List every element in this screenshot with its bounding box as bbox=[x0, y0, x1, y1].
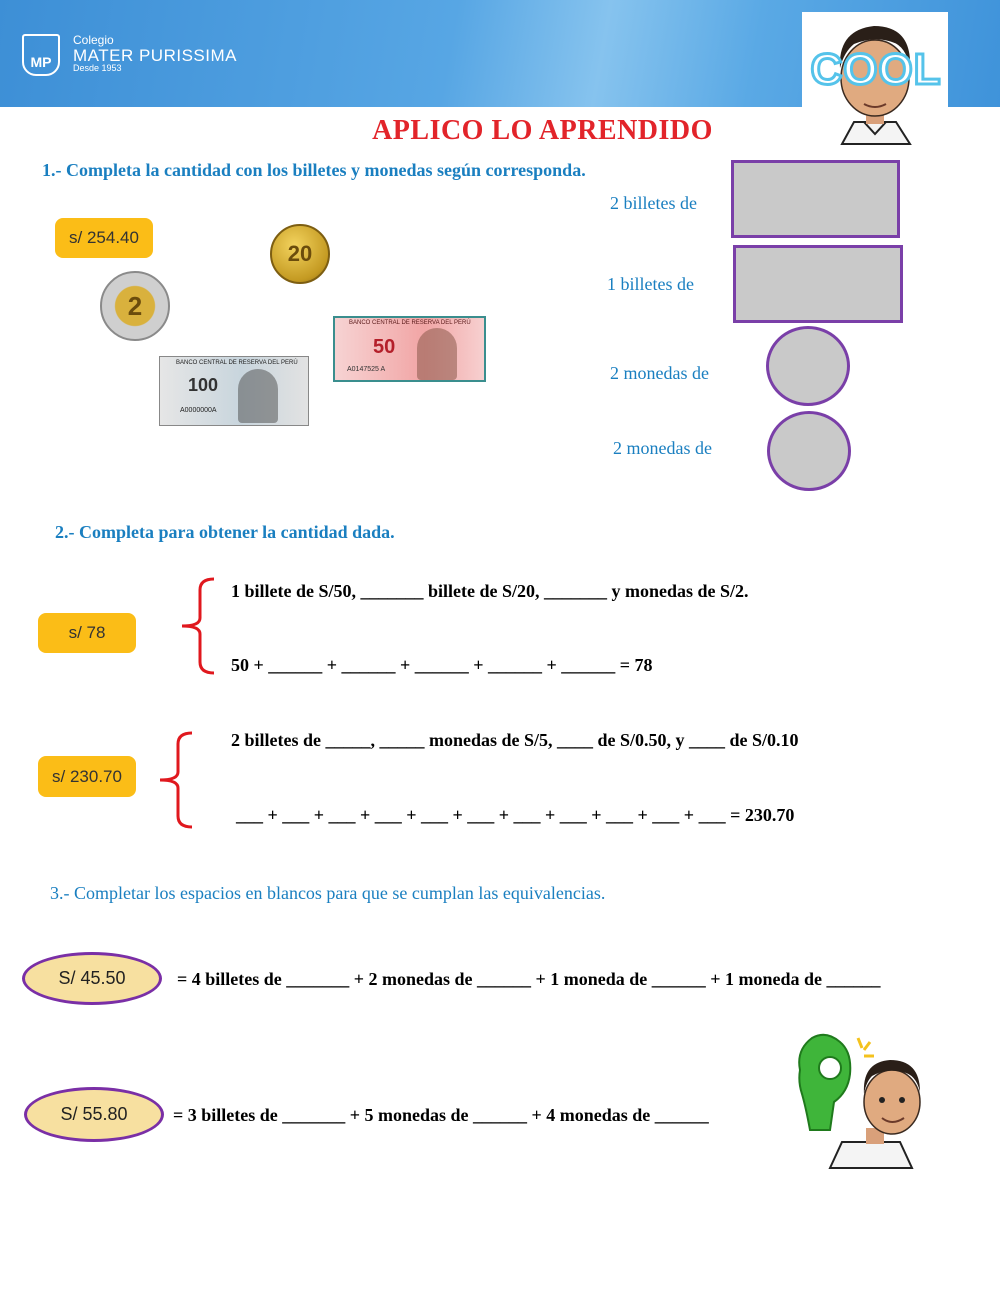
cool-badge: COOL bbox=[810, 45, 942, 94]
coin-20-centimos-icon bbox=[270, 224, 330, 284]
section1-amount-badge: s/ 254.40 bbox=[55, 218, 153, 258]
section2-heading: 2.- Completa para obtener la cantidad dada. bbox=[55, 522, 395, 542]
school-name-line2: MATER PURISSIMA bbox=[73, 45, 237, 65]
bill-50-serial: A0147525 A bbox=[347, 366, 386, 373]
section2-amount2-badge: s/ 230.70 bbox=[38, 756, 136, 797]
section3-line1: = 4 billetes de _______ + 2 monedas de ______ + 1 moneda de ______ + 1 moneda de ______ bbox=[177, 969, 881, 989]
bill-50-portrait bbox=[417, 328, 457, 380]
section1-label-3: 2 monedas de bbox=[610, 363, 709, 383]
section2-line2b: ___ + ___ + ___ + ___ + ___ + ___ + ___ + ___ + ___ + ___ + ___ = 230.70 bbox=[236, 805, 795, 825]
section2-brace-2 bbox=[156, 730, 196, 830]
bill-50-bank-name: BANCO CENTRAL DE RESERVA DEL PERÚ bbox=[349, 320, 471, 326]
section1-label-1: 2 billetes de bbox=[610, 193, 697, 213]
bill-50-soles-icon bbox=[333, 316, 486, 382]
bill-100-serial: A0000000A bbox=[180, 407, 217, 414]
school-name bbox=[73, 34, 237, 74]
section2-brace-1 bbox=[178, 576, 218, 676]
answer-circle-coin-2[interactable] bbox=[767, 411, 851, 491]
section2-line2a: 2 billetes de _____, _____ monedas de S/5, ____ de S/0.50, y ____ de S/0.10 bbox=[231, 730, 799, 750]
section1-label-4: 2 monedas de bbox=[613, 438, 712, 458]
answer-box-bill-2[interactable] bbox=[733, 245, 903, 323]
section1-heading: 1.- Completa la cantidad con los billetes y monedas según corresponda. bbox=[42, 160, 586, 180]
school-logo-shield: MP bbox=[22, 34, 60, 76]
section2-line1a: 1 billete de S/50, _______ billete de S/20, _______ y monedas de S/2. bbox=[231, 581, 749, 601]
section3-amount2-oval: S/ 55.80 bbox=[24, 1087, 164, 1142]
coin-20-value: 20 bbox=[287, 241, 313, 266]
coin-2-value: 2 bbox=[127, 291, 143, 321]
section3-heading: 3.- Completar los espacios en blancos para que se cumplan las equivalencias. bbox=[50, 883, 606, 903]
coin-2-soles-icon bbox=[100, 271, 170, 341]
cool-avatar-panel bbox=[802, 12, 948, 107]
section3-line2: = 3 billetes de _______ + 5 monedas de ______ + 4 monedas de ______ bbox=[173, 1105, 709, 1125]
bill-100-portrait bbox=[238, 369, 278, 423]
section3-amount1-oval: S/ 45.50 bbox=[22, 952, 162, 1005]
school-name-line3: Desde 1953 bbox=[73, 63, 122, 74]
page-title: APLICO LO APRENDIDO bbox=[372, 115, 713, 146]
bill-50-value: 50 bbox=[373, 336, 396, 358]
school-name-line1: Colegio bbox=[73, 33, 114, 47]
answer-box-bill-1[interactable] bbox=[731, 160, 900, 238]
bill-100-bank-name: BANCO CENTRAL DE RESERVA DEL PERÚ bbox=[176, 360, 298, 366]
bill-100-value: 100 bbox=[188, 375, 219, 395]
section1-label-2: 1 billetes de bbox=[607, 274, 694, 294]
section2-line1b: 50 + ______ + ______ + ______ + ______ + ______ = 78 bbox=[231, 655, 653, 675]
answer-circle-coin-1[interactable] bbox=[766, 326, 850, 406]
section2-amount1-badge: s/ 78 bbox=[38, 613, 136, 653]
ok-hand-avatar-illustration bbox=[790, 1030, 930, 1170]
bill-100-soles-icon bbox=[159, 356, 309, 426]
